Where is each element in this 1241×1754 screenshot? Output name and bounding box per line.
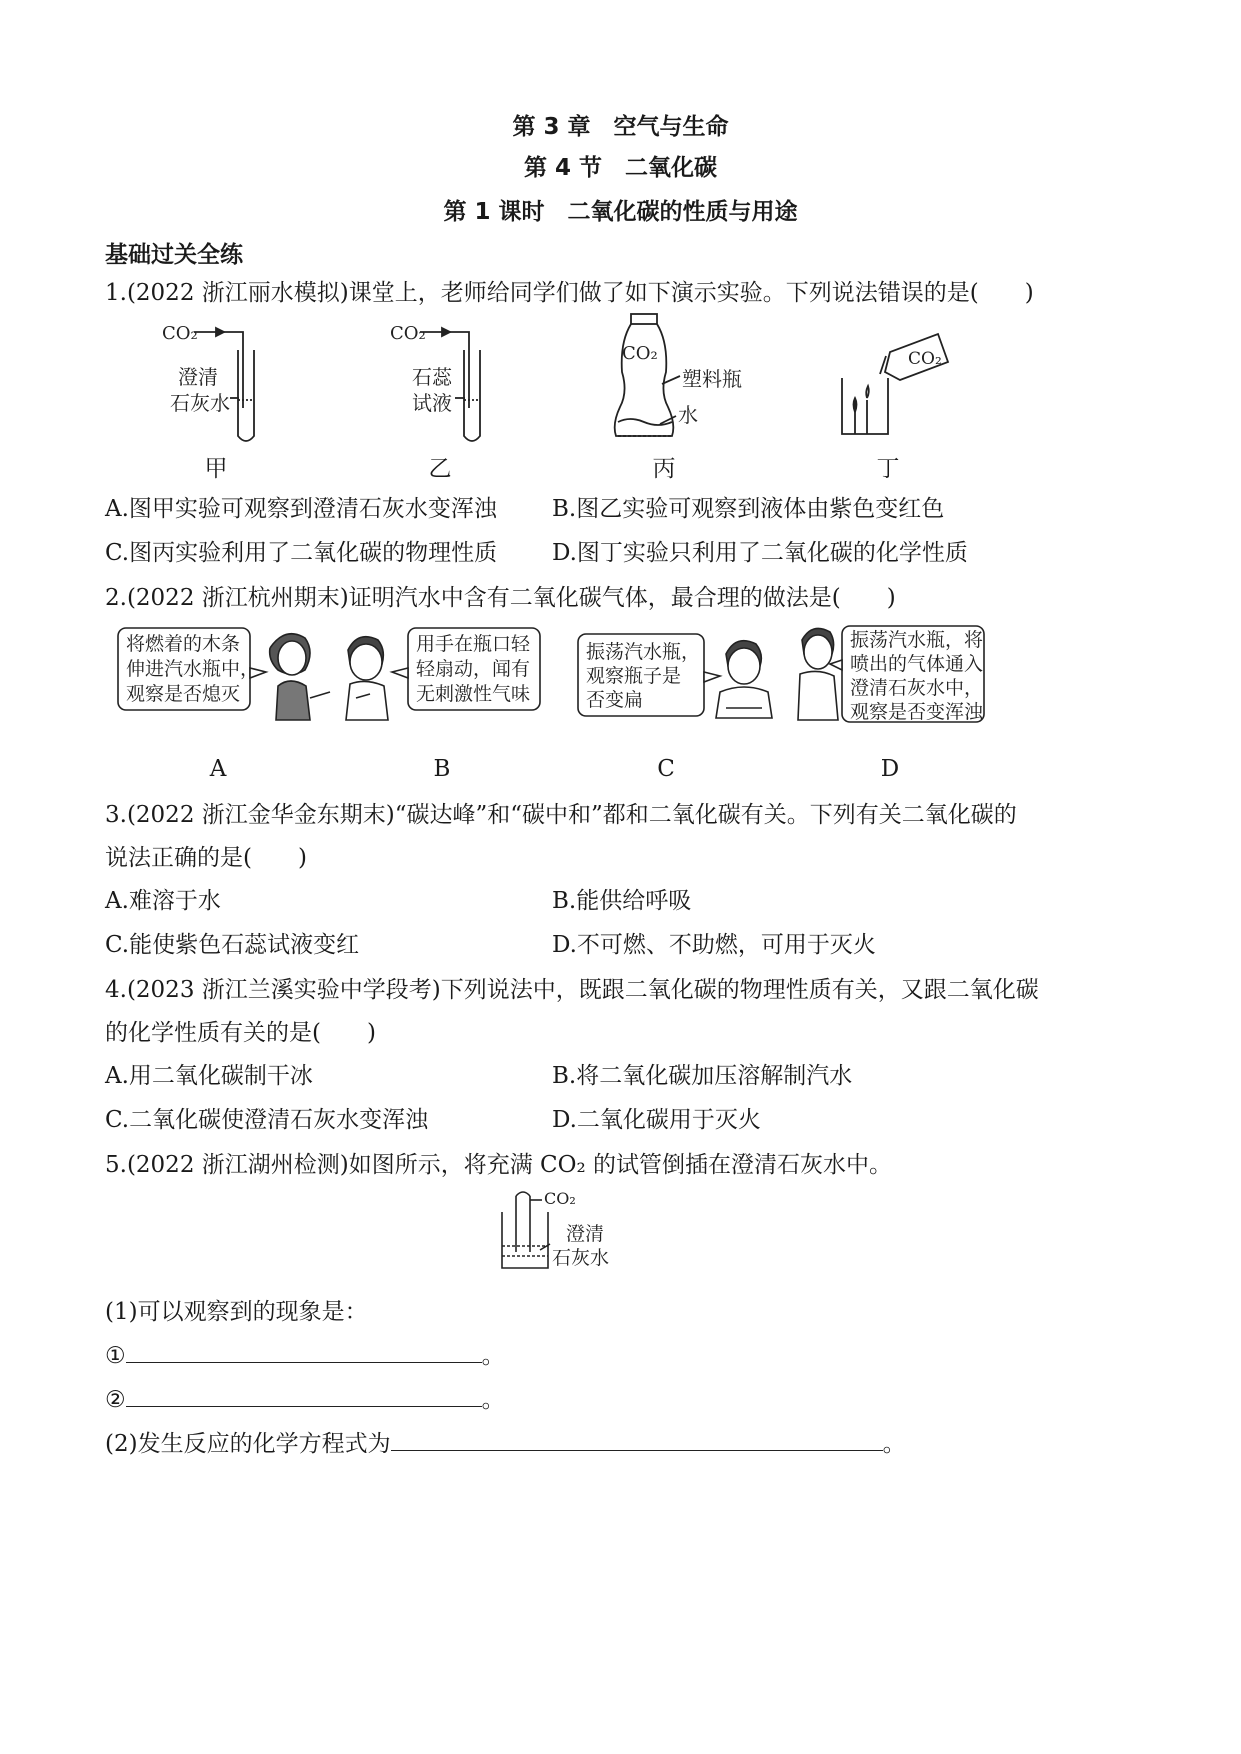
q1-figure xyxy=(100,312,1120,492)
ding-co2-label: CO₂ xyxy=(908,349,942,369)
caption-ding: 丁 xyxy=(876,456,900,482)
jia-co2-label: CO₂ xyxy=(162,323,198,344)
bubble-a-line-2: 伸进汽水瓶中， xyxy=(126,658,260,680)
q3-stem-line-1: 3.(2022 浙江金华金东期末)“碳达峰”和“碳中和”都和二氧化碳有关。下列有关二氧化碳的 xyxy=(105,802,1017,828)
q3-option-b: B.能供给呼吸 xyxy=(552,888,692,914)
boy-sitting-person-icon xyxy=(716,641,772,718)
answer-end-3: 。 xyxy=(882,1431,906,1457)
q2-figure xyxy=(100,620,1120,730)
q5-stem: 5.(2022 浙江湖州检测)如图所示，将充满 CO₂ 的试管倒插在澄清石灰水中。 xyxy=(105,1152,893,1178)
bubble-a-line-1: 将燃着的木条 xyxy=(126,633,241,655)
q1-option-d: D.图丁实验只利用了二氧化碳的化学性质 xyxy=(552,540,968,566)
bing-co2-label: CO₂ xyxy=(622,343,658,364)
figure-jia xyxy=(162,323,254,441)
q5-label-2: 石灰水 xyxy=(552,1247,610,1269)
caption-bing: 丙 xyxy=(652,456,676,482)
q5-answer-2 xyxy=(105,1384,505,1415)
figure-a xyxy=(118,628,330,720)
girl-person-icon xyxy=(270,634,330,720)
q4-stem-line-1: 4.(2023 浙江兰溪实验中学段考)下列说法中，既跟二氧化碳的物理性质有关，又跟二氧化碳 xyxy=(105,977,1039,1003)
figure-ding xyxy=(842,334,948,434)
answer-end-1: 。 xyxy=(481,1343,505,1369)
answer-mark-1: ① xyxy=(105,1343,126,1369)
figure-b xyxy=(346,628,540,720)
boy-person-icon xyxy=(346,637,388,720)
q2-caption-c: C xyxy=(657,756,675,782)
bubble-d-line-3: 澄清石灰水中， xyxy=(850,677,984,699)
bubble-b-line-3: 无刺激性气味 xyxy=(416,683,531,705)
q2-stem: 2.(2022 浙江杭州期末)证明汽水中含有二氧化碳气体，最合理的做法是( ) xyxy=(105,585,896,611)
chapter-title: 第 3 章 空气与生命 xyxy=(512,114,729,140)
section-label: 基础过关全练 xyxy=(105,242,243,268)
q2-caption-d: D xyxy=(880,756,900,782)
figure-d xyxy=(798,626,984,723)
q5-co2-label: CO₂ xyxy=(544,1189,576,1208)
q3-option-d: D.不可燃、不助燃，可用于灭火 xyxy=(552,932,876,958)
bubble-d-line-2: 喷出的气体通入 xyxy=(850,653,984,675)
bubble-b-line-1: 用手在瓶口轻 xyxy=(416,633,531,655)
bubble-c-line-1: 振荡汽水瓶， xyxy=(586,641,701,663)
section-title: 第 4 节 二氧化碳 xyxy=(523,155,718,181)
q4-stem-line-2: 的化学性质有关的是( ) xyxy=(105,1020,376,1046)
q2-caption-b: B xyxy=(433,756,451,782)
bubble-c-line-3: 否变扁 xyxy=(586,689,644,711)
q3-option-c: C.能使紫色石蕊试液变红 xyxy=(105,932,360,958)
jia-label-2: 石灰水 xyxy=(170,391,230,415)
q5-label-1: 澄清 xyxy=(566,1223,605,1245)
q2-caption-a: A xyxy=(209,756,227,782)
q3-stem-line-2: 说法正确的是( ) xyxy=(105,845,307,871)
caption-jia: 甲 xyxy=(204,456,228,482)
q5-answer-1 xyxy=(105,1340,505,1371)
answer-mark-2: ② xyxy=(105,1387,126,1413)
bubble-b-line-2: 轻扇动，闻有 xyxy=(416,658,531,680)
boy-standing-person-icon xyxy=(798,628,838,720)
bubble-d-line-4: 观察是否变浑浊 xyxy=(850,701,984,723)
q4-option-b: B.将二氧化碳加压溶解制汽水 xyxy=(552,1063,853,1089)
q5-sub1: (1)可以观察到的现象是： xyxy=(105,1299,368,1325)
answer-blank-1[interactable] xyxy=(126,1340,482,1363)
yi-label-1: 石蕊 xyxy=(412,365,452,389)
q1-option-a: A.图甲实验可观察到澄清石灰水变浑浊 xyxy=(105,496,497,522)
figure-yi xyxy=(390,323,480,441)
q1-option-c: C.图丙实验利用了二氧化碳的物理性质 xyxy=(105,540,498,566)
answer-end-2: 。 xyxy=(481,1387,505,1413)
bing-water-label: 水 xyxy=(678,403,698,427)
q4-option-d: D.二氧化碳用于灭火 xyxy=(552,1107,761,1133)
q3-option-a: A.难溶于水 xyxy=(105,888,221,914)
bubble-a-line-3: 观察是否熄灭 xyxy=(126,683,241,705)
bing-bottle-label-text: 塑料瓶 xyxy=(682,367,742,391)
q5-sub2: (2)发生反应的化学方程式为 xyxy=(105,1431,391,1457)
q1-stem: 1.(2022 浙江丽水模拟)课堂上，老师给同学们做了如下演示实验。下列说法错误的是( ) xyxy=(105,280,1034,306)
jia-label-1: 澄清 xyxy=(178,365,218,389)
q1-option-b: B.图乙实验可观察到液体由紫色变红色 xyxy=(552,496,945,522)
equation-blank[interactable] xyxy=(391,1428,883,1451)
caption-yi: 乙 xyxy=(428,456,452,482)
q4-option-a: A.用二氧化碳制干冰 xyxy=(105,1063,313,1089)
q4-option-c: C.二氧化碳使澄清石灰水变浑浊 xyxy=(105,1107,429,1133)
figure-c xyxy=(578,634,772,718)
answer-blank-2[interactable] xyxy=(126,1384,482,1407)
lesson-title: 第 1 课时 二氧化碳的性质与用途 xyxy=(443,199,798,225)
q5-answer-3 xyxy=(105,1428,906,1459)
yi-co2-label: CO₂ xyxy=(390,323,426,344)
yi-label-2: 试液 xyxy=(412,391,452,415)
bubble-d-line-1: 振荡汽水瓶，将 xyxy=(850,629,984,651)
figure-bing xyxy=(615,314,742,436)
q5-figure xyxy=(490,1182,620,1278)
bubble-c-line-2: 观察瓶子是 xyxy=(586,665,682,687)
